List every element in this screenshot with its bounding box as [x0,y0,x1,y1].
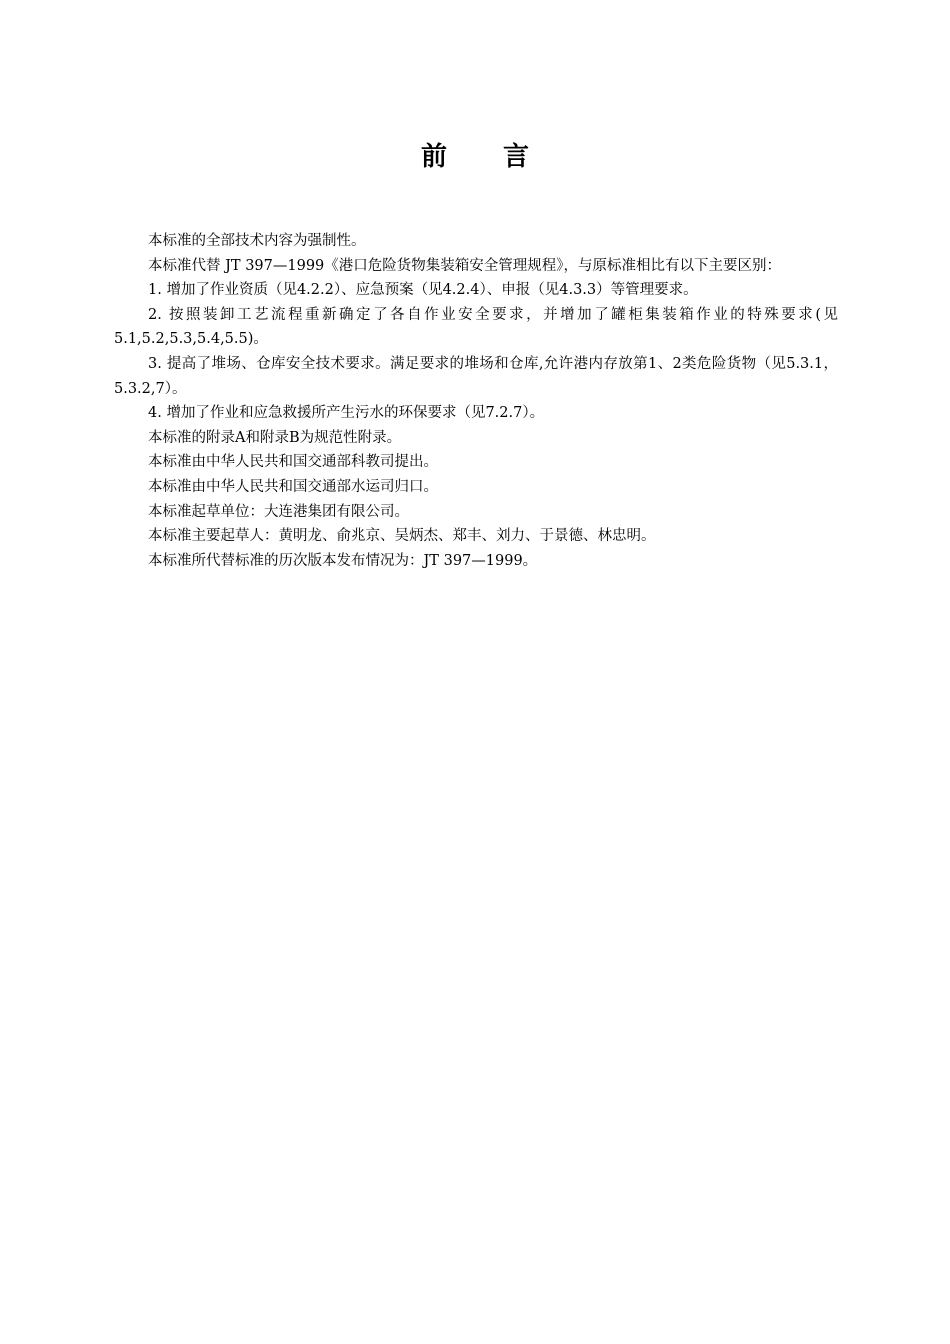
paragraph-mandatory-statement: 本标准的全部技术内容为强制性。 [148,233,366,249]
foreword-body [114,229,838,573]
paragraph-appendix: 本标准的附录A和附录B为规范性附录。 [148,429,402,446]
paragraph-drafting-unit: 本标准起草单位：大连港集团有限公司。 [148,503,409,520]
paragraph-change-2: 2. 按照装卸工艺流程重新确定了各自作业安全要求，并增加了罐柜集装箱作业的特殊要求(见5.1,5.2,5.3,5.4,5.5)。 [114,306,838,348]
paragraph-replacement-statement: 本标准代替 JT 397—1999《港口危险货物集装箱安全管理规程》，与原标准相比有以下主要区别： [148,257,782,274]
paragraph-change-1: 1. 增加了作业资质（见4.2.2）、应急预案（见4.2.4）、申报（见4.3.3）等管理要求。 [148,282,698,299]
page-title: 前言 [420,142,585,172]
paragraph-proposer: 本标准由中华人民共和国交通部科教司提出。 [148,454,438,471]
paragraph-change-4: 4. 增加了作业和应急救援所产生污水的环保要求（见7.2.7）。 [148,405,545,422]
paragraph-change-3: 3. 提高了堆场、仓库安全技术要求。满足要求的堆场和仓库,允许港内存放第1、2类危险货物（见5.3.1，5.3.2,7）。 [114,355,838,397]
paragraph-administrator: 本标准由中华人民共和国交通部水运司归口。 [148,478,438,495]
paragraph-drafters: 本标准主要起草人：黄明龙、俞兆京、吴炳杰、郑丰、刘力、于景德、林忠明。 [148,528,656,545]
paragraph-version-history: 本标准所代替标准的历次版本发布情况为：JT 397—1999。 [148,552,538,569]
